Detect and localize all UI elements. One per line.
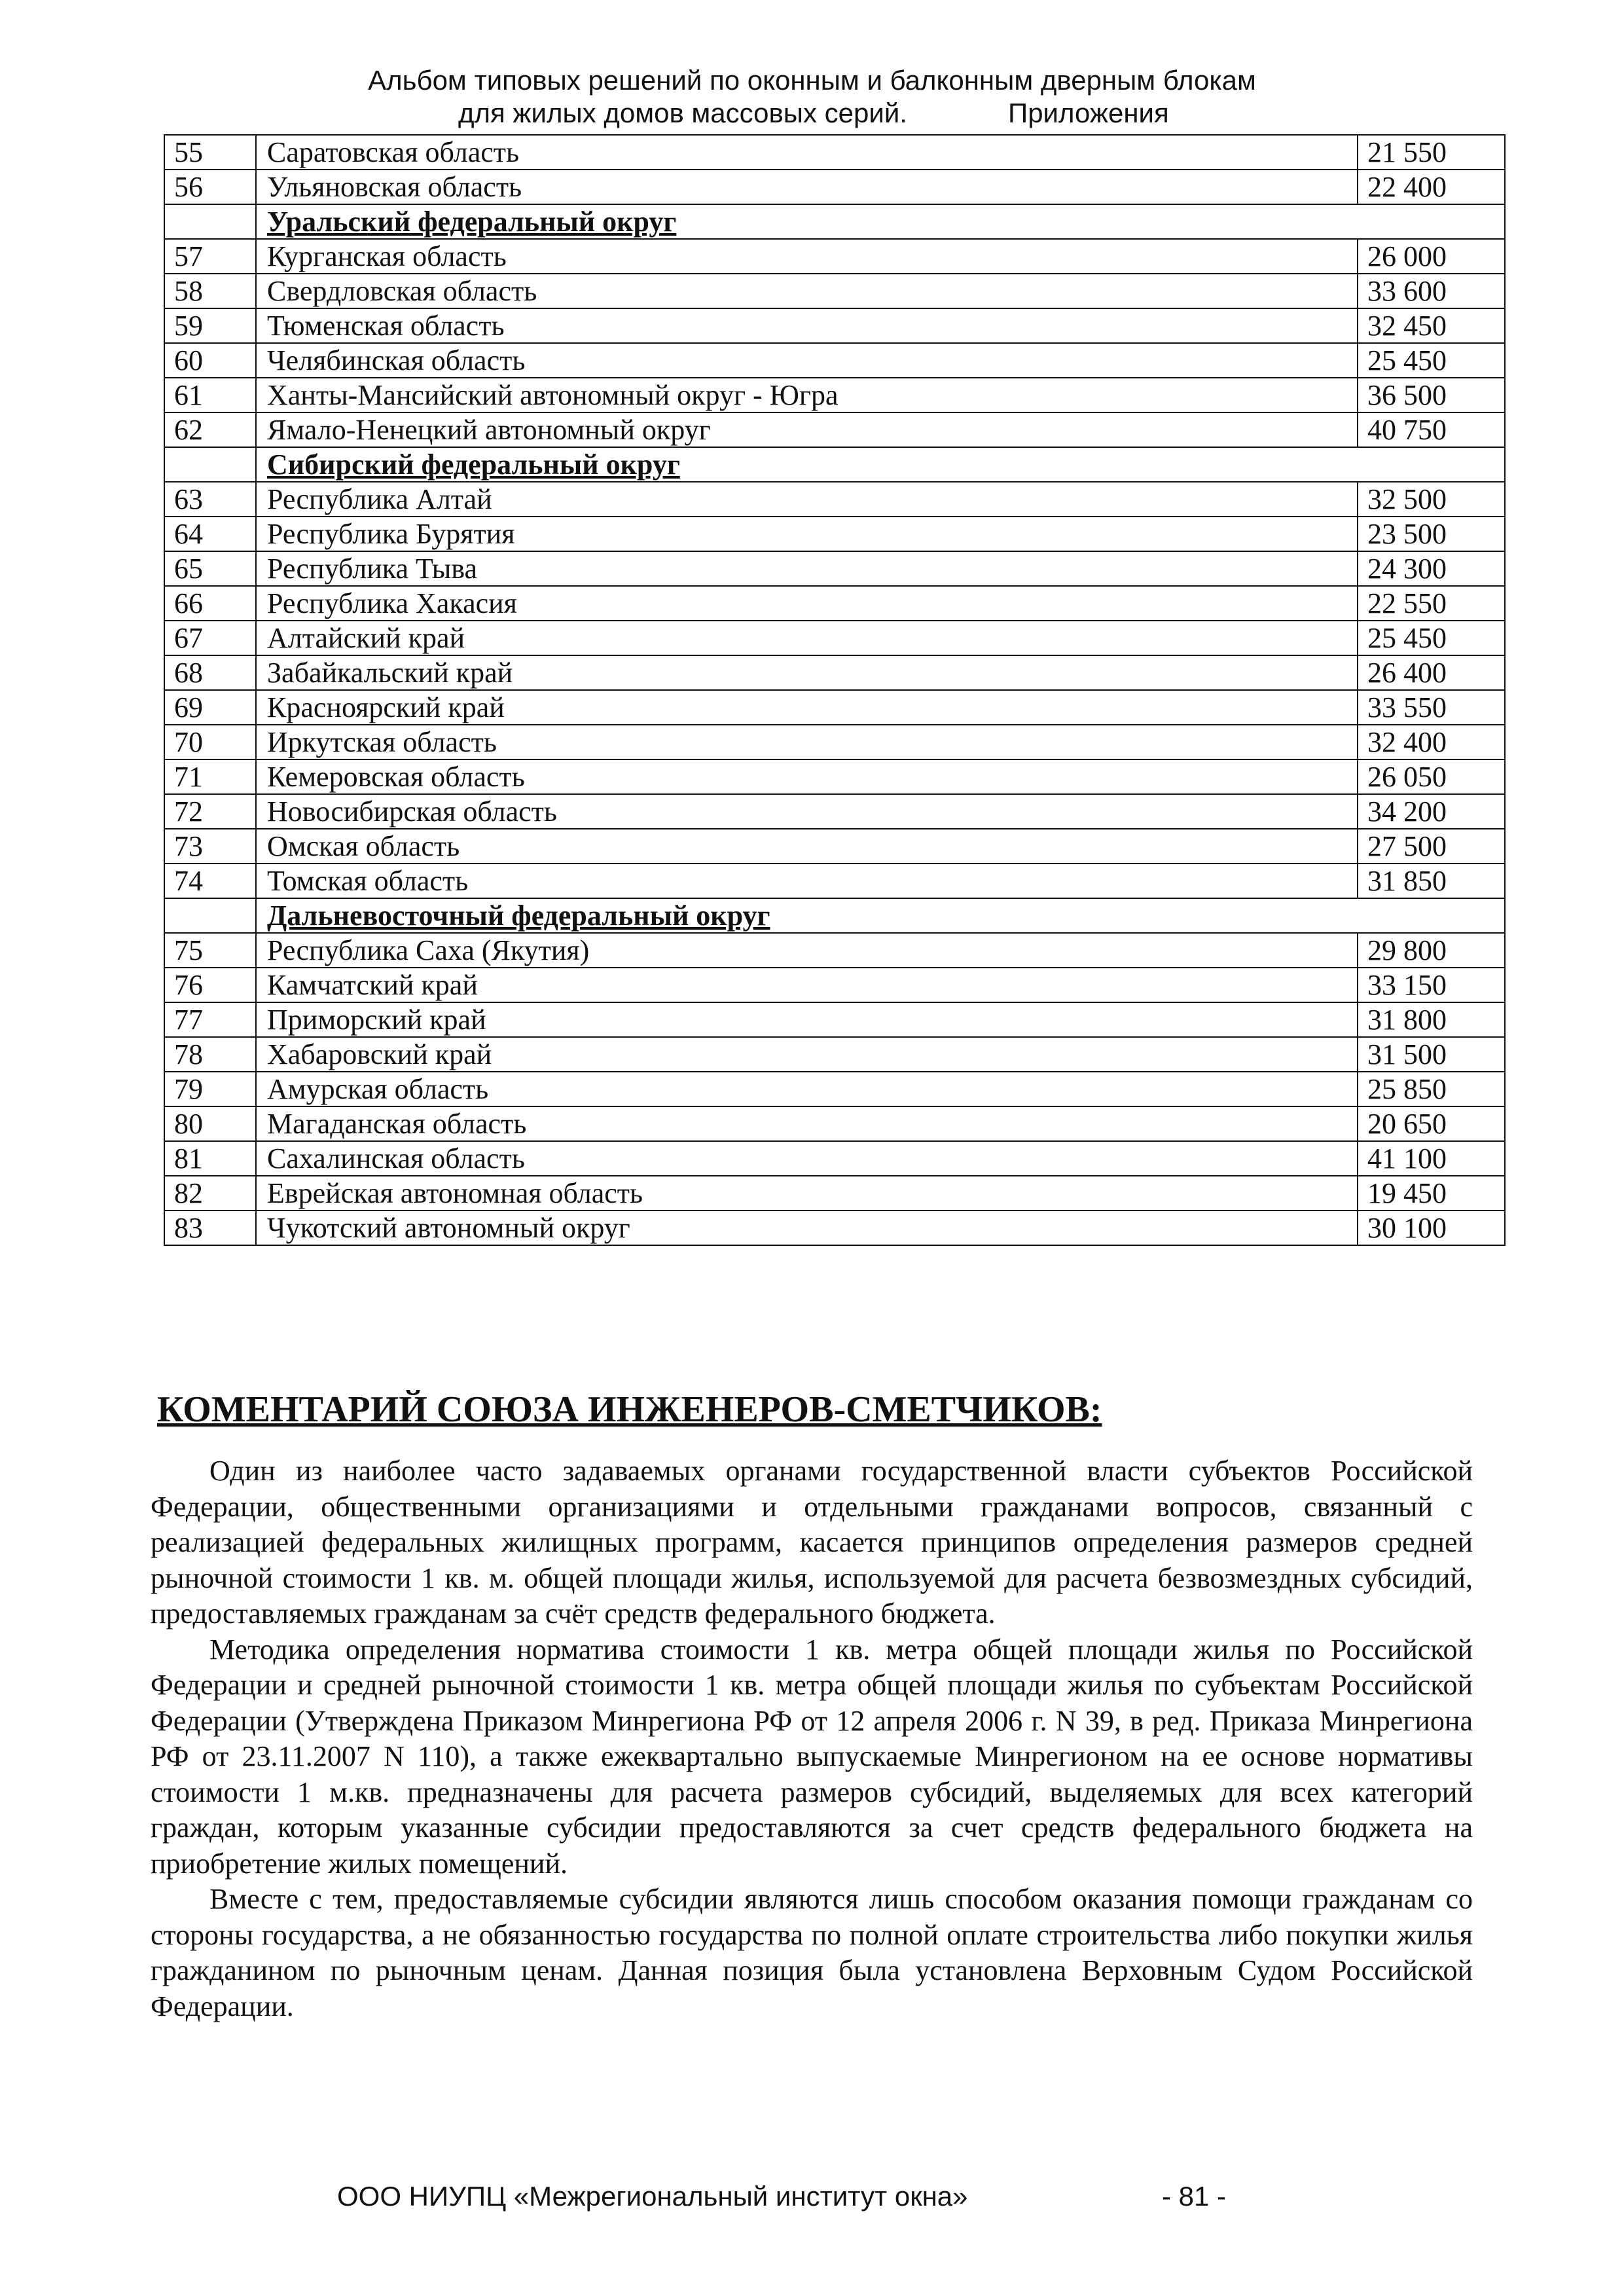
table-row: [164, 759, 1505, 794]
region-name: Камчатский край: [256, 968, 1358, 1002]
region-value: 26 050: [1358, 759, 1505, 794]
region-value: 36 500: [1358, 378, 1505, 412]
region-name: Челябинская область: [256, 343, 1358, 378]
region-value: 33 600: [1358, 274, 1505, 308]
region-number: 75: [164, 933, 256, 968]
region-number: 66: [164, 586, 256, 621]
region-number: 76: [164, 968, 256, 1002]
table-row: [164, 968, 1505, 1002]
table-row: [164, 829, 1505, 864]
region-name: Хабаровский край: [256, 1037, 1358, 1072]
district-header-row: [164, 898, 1505, 933]
district-name: Дальневосточный федеральный округ: [256, 898, 1505, 933]
region-value: 20 650: [1358, 1106, 1505, 1141]
table-row: [164, 621, 1505, 655]
region-name: Свердловская область: [256, 274, 1358, 308]
region-name: Еврейская автономная область: [256, 1176, 1358, 1211]
region-name: Сахалинская область: [256, 1141, 1358, 1176]
table-row: [164, 482, 1505, 517]
region-name: Магаданская область: [256, 1106, 1358, 1141]
region-name: Кемеровская область: [256, 759, 1358, 794]
region-value: 33 150: [1358, 968, 1505, 1002]
region-name: Чукотский автономный округ: [256, 1211, 1358, 1245]
region-number: 59: [164, 308, 256, 343]
region-value: 29 800: [1358, 933, 1505, 968]
table-row: [164, 274, 1505, 308]
district-name: Сибирский федеральный округ: [256, 447, 1505, 482]
region-number: 60: [164, 343, 256, 378]
region-name: Омская область: [256, 829, 1358, 864]
region-name: Республика Саха (Якутия): [256, 933, 1358, 968]
district-name: Уральский федеральный округ: [256, 204, 1505, 239]
region-number: 74: [164, 864, 256, 898]
comment-paragraph: Методика определения норматива стоимости 1 кв. метра общей площади жилья по Российской Федерации и средней рыночной стоимости 1 кв. метра общей площади жилья по субъектам Российской Федерации (Утверждена Приказом Минрегиона РФ от 12 апреля 2006 г. N 39, в ред. Приказа Минрегиона РФ от 23.11.2007 N 110), а также ежеквартально выпускаемые Минрегионом на ее основе нормативы стоимости 1 м.кв. предназначены для расчета размеров субсидий, выделяемых для всех категорий граждан, которым указанные субсидии предоставляются за счет средств федерального бюджета на приобретение жилых помещений.: [151, 1633, 1473, 1880]
comment-heading: КОМЕНТАРИЙ СОЮЗА ИНЖЕНЕРОВ-СМЕТЧИКОВ:: [157, 1389, 1102, 1430]
region-number: 57: [164, 239, 256, 274]
region-cost-table: [164, 134, 1506, 1246]
region-number: 82: [164, 1176, 256, 1211]
region-value: 30 100: [1358, 1211, 1505, 1245]
table-row: [164, 378, 1505, 412]
region-value: 27 500: [1358, 829, 1505, 864]
region-name: Республика Алтай: [256, 482, 1358, 517]
region-name: Республика Бурятия: [256, 517, 1358, 551]
region-name: Республика Хакасия: [256, 586, 1358, 621]
region-value: 22 400: [1358, 170, 1505, 204]
region-number: 62: [164, 412, 256, 447]
region-name: Ханты-Мансийский автономный округ - Югра: [256, 378, 1358, 412]
region-number: 83: [164, 1211, 256, 1245]
region-value: 31 850: [1358, 864, 1505, 898]
table-row: [164, 864, 1505, 898]
table-row: [164, 794, 1505, 829]
region-value: 31 500: [1358, 1037, 1505, 1072]
region-value: 32 450: [1358, 308, 1505, 343]
region-number: 55: [164, 135, 256, 170]
region-number: 58: [164, 274, 256, 308]
table-row: [164, 308, 1505, 343]
region-value: 33 550: [1358, 690, 1505, 725]
region-number: 70: [164, 725, 256, 759]
region-name: Новосибирская область: [256, 794, 1358, 829]
table-row: [164, 1072, 1505, 1106]
region-name: Саратовская область: [256, 135, 1358, 170]
header-section: Приложения: [1008, 98, 1169, 128]
region-name: Томская область: [256, 864, 1358, 898]
region-number: 77: [164, 1002, 256, 1037]
region-number: 67: [164, 621, 256, 655]
region-number: 72: [164, 794, 256, 829]
region-value: 19 450: [1358, 1176, 1505, 1211]
district-num-cell: [164, 447, 256, 482]
region-number: 69: [164, 690, 256, 725]
region-name: Тюменская область: [256, 308, 1358, 343]
region-name: Ямало-Ненецкий автономный округ: [256, 412, 1358, 447]
region-number: 65: [164, 551, 256, 586]
region-value: 21 550: [1358, 135, 1505, 170]
region-table-body: [164, 135, 1505, 1245]
comment-body: [151, 1453, 1473, 2024]
region-number: 78: [164, 1037, 256, 1072]
table-row: [164, 725, 1505, 759]
table-row: [164, 239, 1505, 274]
region-value: 40 750: [1358, 412, 1505, 447]
region-name: Приморский край: [256, 1002, 1358, 1037]
region-value: 34 200: [1358, 794, 1505, 829]
page-number: - 81 -: [1162, 2181, 1227, 2212]
table-row: [164, 655, 1505, 690]
region-value: 32 400: [1358, 725, 1505, 759]
region-value: 25 450: [1358, 621, 1505, 655]
region-number: 61: [164, 378, 256, 412]
region-value: 26 000: [1358, 239, 1505, 274]
region-number: 56: [164, 170, 256, 204]
region-number: 68: [164, 655, 256, 690]
region-name: Алтайский край: [256, 621, 1358, 655]
table-row: [164, 1002, 1505, 1037]
region-name: Амурская область: [256, 1072, 1358, 1106]
region-value: 41 100: [1358, 1141, 1505, 1176]
comment-paragraph: Один из наиболее часто задаваемых органами государственной власти субъектов Российской Федерации, общественными организациями и отдельными гражданами вопросов, связанный с реализацией федеральных жилищных программ, касается принципов определения размеров средней рыночной стоимости 1 кв. м. общей площади жилья, используемой для расчета безвозмездных субсидий, предоставляемых гражданам за счёт средств федерального бюджета.: [151, 1455, 1473, 1630]
region-number: 71: [164, 759, 256, 794]
table-row: [164, 1106, 1505, 1141]
region-number: 81: [164, 1141, 256, 1176]
header-series: для жилых домов массовых серий.: [458, 98, 907, 128]
region-name: Забайкальский край: [256, 655, 1358, 690]
region-number: 73: [164, 829, 256, 864]
table-row: [164, 1211, 1505, 1245]
region-number: 79: [164, 1072, 256, 1106]
table-row: [164, 1141, 1505, 1176]
table-row: [164, 586, 1505, 621]
footer-organization: ООО НИУПЦ «Межрегиональный институт окна»: [337, 2181, 968, 2212]
district-num-cell: [164, 898, 256, 933]
region-value: 25 450: [1358, 343, 1505, 378]
region-name: Курганская область: [256, 239, 1358, 274]
table-row: [164, 1037, 1505, 1072]
region-value: 25 850: [1358, 1072, 1505, 1106]
table-row: [164, 412, 1505, 447]
district-num-cell: [164, 204, 256, 239]
table-row: [164, 170, 1505, 204]
region-value: 32 500: [1358, 482, 1505, 517]
region-value: 26 400: [1358, 655, 1505, 690]
table-row: [164, 135, 1505, 170]
comment-paragraph: Вместе с тем, предоставляемые субсидии являются лишь способом оказания помощи гражданам со стороны государства, а не обязанностью государства по полной оплате строительства либо покупки жилья гражданином по рыночным ценам. Данная позиция была установлена Верховным Судом Российской Федерации.: [151, 1883, 1473, 2022]
district-header-row: [164, 204, 1505, 239]
region-name: Республика Тыва: [256, 551, 1358, 586]
region-number: 80: [164, 1106, 256, 1141]
region-name: Иркутская область: [256, 725, 1358, 759]
region-value: 23 500: [1358, 517, 1505, 551]
table-row: [164, 343, 1505, 378]
table-row: [164, 1176, 1505, 1211]
region-value: 31 800: [1358, 1002, 1505, 1037]
table-row: [164, 690, 1505, 725]
region-value: 22 550: [1358, 586, 1505, 621]
header-album-title: Альбом типовых решений по оконным и балконным дверным блокам: [368, 65, 1256, 96]
table-row: [164, 551, 1505, 586]
region-number: 64: [164, 517, 256, 551]
region-name: Ульяновская область: [256, 170, 1358, 204]
table-row: [164, 933, 1505, 968]
region-value: 24 300: [1358, 551, 1505, 586]
region-name: Красноярский край: [256, 690, 1358, 725]
region-number: 63: [164, 482, 256, 517]
district-header-row: [164, 447, 1505, 482]
table-row: [164, 517, 1505, 551]
